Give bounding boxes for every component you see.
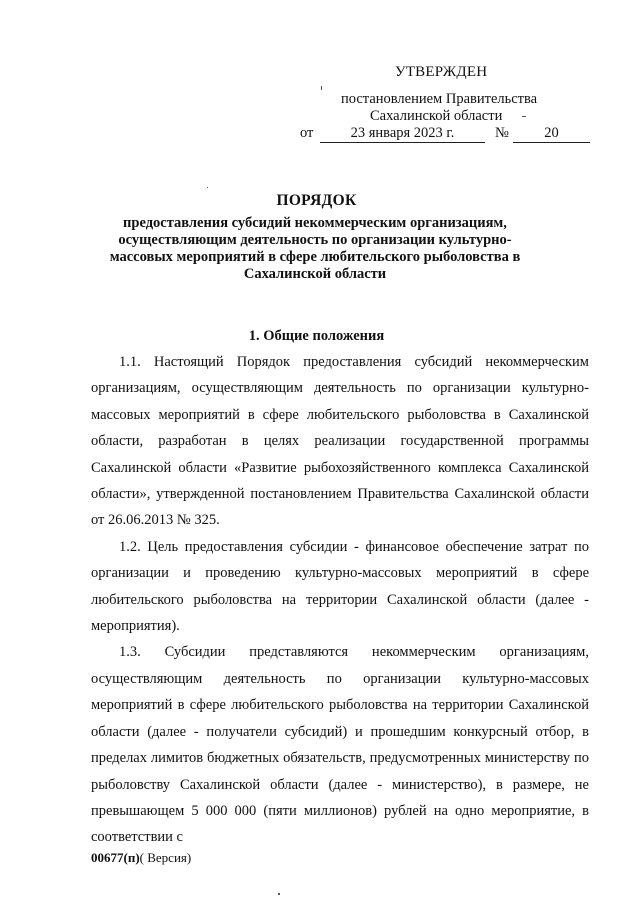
from-label: от [300, 125, 314, 141]
paragraph-1-2: 1.2. Цель предоставления субсидии - финансовое обеспечение затрат по организации и проведению культурно-массовых мероприятий в сфере любительского рыболовства на территории Сахалинской области (далее - мероприятия). [91, 538, 589, 635]
approval-line-2: Сахалинской области [370, 108, 503, 124]
paragraph-1-3: 1.3. Субсидии представляются некоммерческим организациям, осуществляющим деятельность по организации культурно-массовых мероприятий в сфере любительского рыболовства на территории Сахалинской области (далее - получатели субсидий) и прошедшим конкурсный отбор, в пределах лимитов бюджетных обязательств, предусмотренных министерству по рыболовству Сахалинской области (далее - министерство), в размере, не превышающем 5 000 000 (пяти миллионов) рублей на одно мероприятие, в соответствии с [91, 644, 589, 846]
approval-number: 20 [513, 125, 590, 143]
approval-date: 23 января 2023 г. [320, 125, 485, 143]
footer-version: ( Версия) [139, 850, 192, 865]
approval-date-row [300, 125, 595, 145]
approval-line-1: постановлением Правительства [341, 91, 538, 107]
document-title: ПОРЯДОК [276, 192, 357, 209]
document-subtitle: предоставления субсидий некоммерческим организациям, осуществляющим деятельность по организации культурно-массовых мероприятий в сфере любительского рыболовства в Сахалинской области [109, 215, 521, 282]
footer-doc-code: 00677(п) [91, 850, 140, 865]
section-heading: 1. Общие положения [248, 328, 385, 344]
number-label: № [495, 125, 509, 141]
paragraph-1-1: 1.1. Настоящий Порядок предоставления субсидий некоммерческим организациям, осуществляющим деятельность по организации культурно-массовых мероприятий в сфере любительского рыболовства в Сахалинской области, разработан в целях реализации государственной программы Сахалинской области «Развитие рыбохозяйственного комплекса Сахалинской области», утвержденной постановлением Правительства Сахалинской области от 26.06.2013 № 325. [91, 354, 589, 529]
body-text [91, 349, 589, 851]
footer-code [91, 850, 191, 866]
approval-title: УТВЕРЖДЕН [395, 64, 488, 80]
